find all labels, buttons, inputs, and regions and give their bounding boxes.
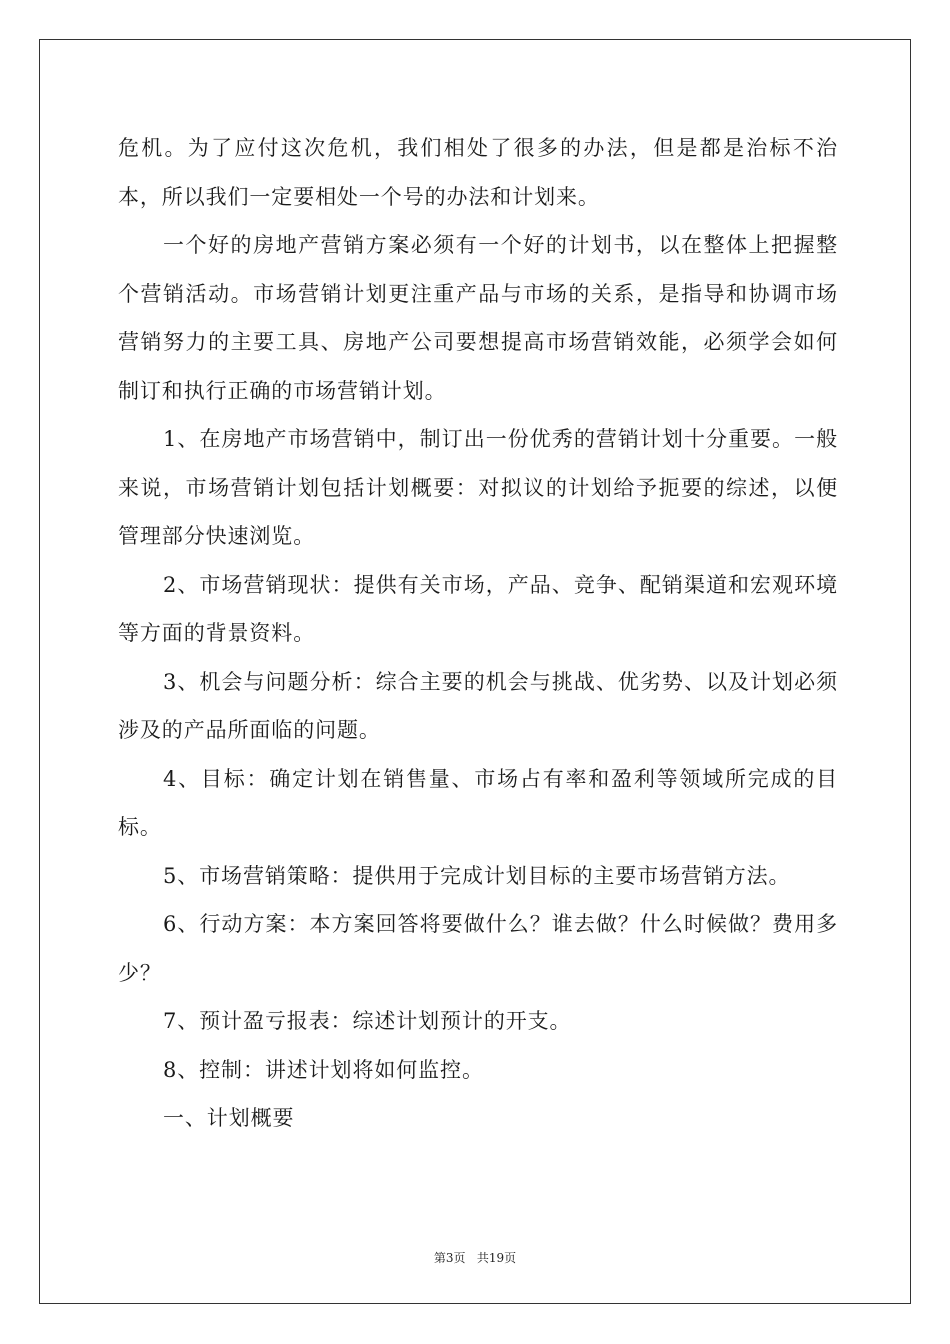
list-item-5: 5、市场营销策略：提供用于完成计划目标的主要市场营销方法。 (163, 863, 791, 888)
paragraph-intro: 一个好的房地产营销方案必须有一个好的计划书，以在整体上把握整个营销活动。市场营销计划更注重产品与市场的关系，是指导和协调市场营销努力的主要工具、房地产公司要想提高市场营销效能，必须学会如何制订和执行正确的市场营销计划。 (118, 233, 838, 403)
list-item-4: 4、目标：确定计划在销售量、市场占有率和盈利等领域所完成的目标。 (118, 766, 838, 839)
list-item-8: 8、控制：讲述计划将如何监控。 (163, 1057, 484, 1082)
paragraph-continuation: 危机。为了应付这次危机，我们相处了很多的办法，但是都是治标不治本，所以我们一定要相处一个号的办法和计划来。 (118, 136, 838, 209)
section-heading: 一、计划概要 (163, 1106, 295, 1130)
list-item-2: 2、市场营销现状：提供有关市场，产品、竞争、配销渠道和宏观环境等方面的背景资料。 (118, 572, 838, 645)
document-body (118, 124, 838, 1143)
list-item-6: 6、行动方案：本方案回答将要做什么？谁去做？什么时候做？费用多少？ (118, 912, 838, 985)
list-item-3: 3、机会与问题分析：综合主要的机会与挑战、优劣势、以及计划必须涉及的产品所面临的问题。 (118, 669, 838, 742)
list-item-7: 7、预计盈亏报表：综述计划预计的开支。 (163, 1009, 572, 1033)
page-footer (0, 1249, 950, 1266)
list-item-1: 1、在房地产市场营销中，制订出一份优秀的营销计划十分重要。一般来说，市场营销计划包括计划概要：对拟议的计划给予扼要的综述，以便管理部分快速浏览。 (118, 427, 838, 548)
page-total: 共19页 (476, 1251, 517, 1265)
page-number: 第3页 (433, 1251, 466, 1265)
